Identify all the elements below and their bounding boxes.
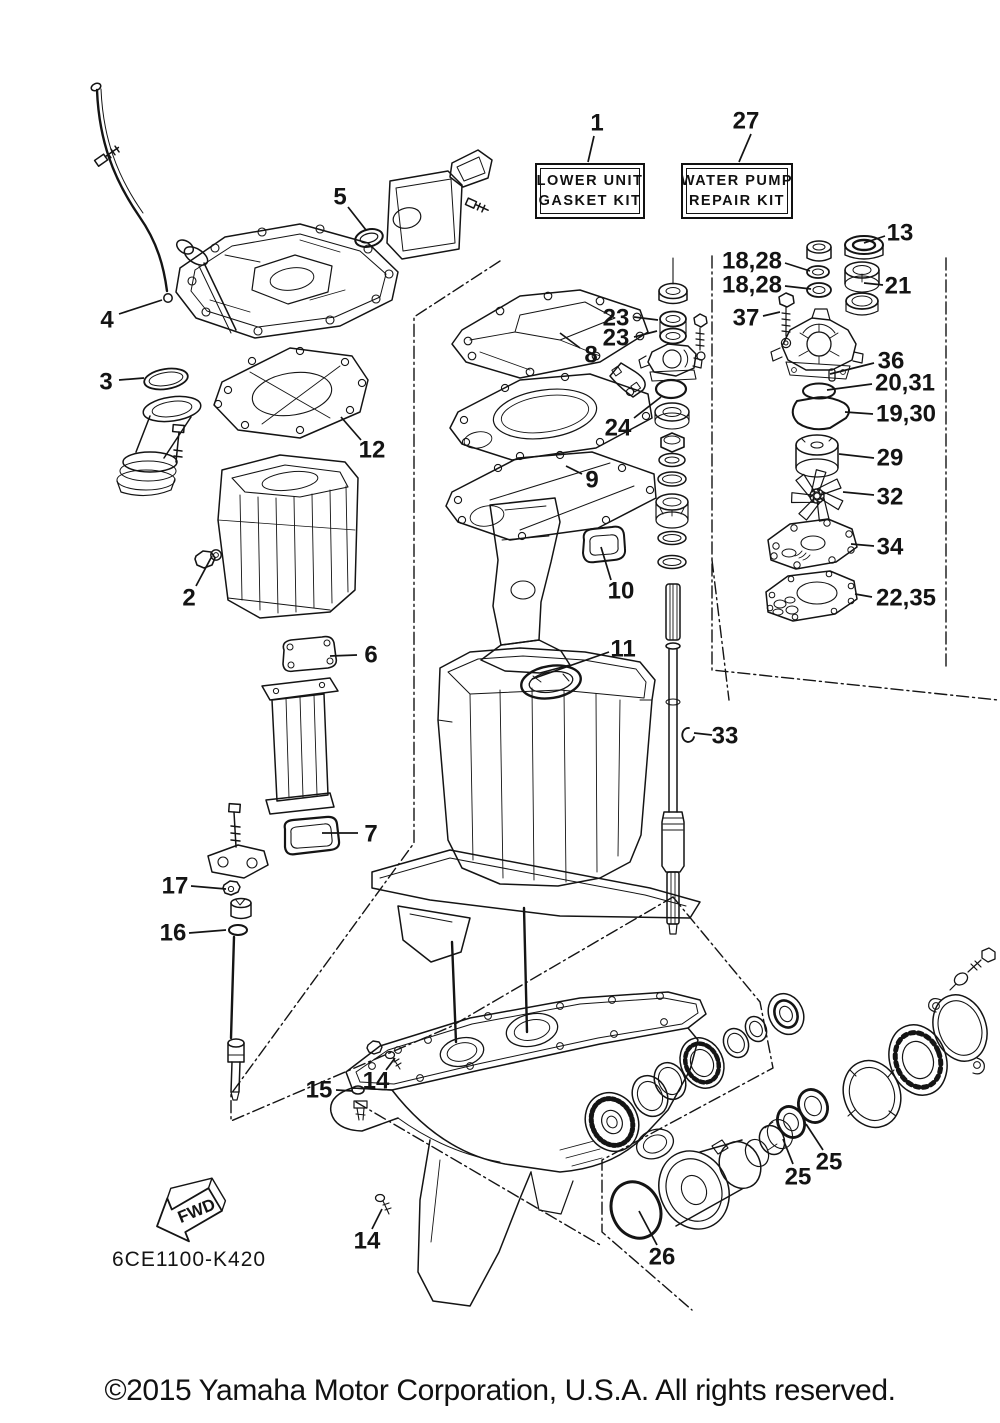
callout-label: 14	[353, 1227, 381, 1255]
callout-label: 34	[876, 533, 904, 561]
gasket-22-35	[766, 571, 857, 621]
kit-box-line: GASKET KIT	[538, 192, 642, 209]
callout-label: 4	[100, 306, 114, 334]
callout-label: 18,28	[721, 271, 783, 299]
driveshaft	[662, 584, 694, 934]
callout-label: 1	[590, 109, 604, 137]
bearing-sleeve	[656, 494, 688, 528]
o-ring-24	[656, 380, 686, 398]
dipstick-bolt	[95, 145, 121, 166]
ground-strap	[610, 363, 645, 397]
diagram-code: 6CE1100-K420	[112, 1248, 267, 1271]
kit-box-line: WATER PUMP	[680, 173, 794, 190]
callout-leader	[634, 331, 657, 337]
drain-plug-2	[195, 550, 221, 568]
gasket-19-30	[793, 397, 849, 429]
callout-label: 19,30	[875, 400, 937, 428]
callout-label: 9	[585, 466, 599, 494]
o-ring-26	[602, 1174, 670, 1247]
callout-leader	[839, 454, 874, 458]
callout-label: 23	[602, 324, 630, 352]
bolt-14-lower	[376, 1195, 392, 1215]
o-ring-16	[229, 925, 247, 935]
bushing-21	[846, 293, 878, 315]
callout-label: 6	[364, 641, 378, 669]
callout-leader	[855, 594, 872, 597]
shift-bracket	[208, 845, 268, 878]
dipstick-and-tube	[90, 82, 236, 333]
fwd-arrow-icon	[146, 1171, 235, 1250]
seal-25-a	[772, 1102, 809, 1142]
exhaust-pipe	[262, 678, 338, 814]
collar	[845, 262, 879, 292]
callout-label: 36	[877, 347, 905, 375]
callout-label: 18,28	[721, 247, 783, 275]
clip-33	[682, 728, 694, 742]
callout-label: 26	[648, 1243, 676, 1271]
callout-label: 33	[711, 722, 739, 750]
callout-leader	[851, 544, 874, 546]
thrust-bearing	[762, 988, 811, 1040]
callout-label: 7	[364, 820, 378, 848]
callout-label: 16	[159, 919, 187, 947]
callout-label: 11	[610, 635, 636, 663]
seal-5	[353, 226, 384, 249]
cap	[659, 284, 687, 304]
callout-label: 21	[884, 272, 912, 300]
shift-rod-joint	[228, 1039, 244, 1100]
callout-leader	[588, 136, 594, 162]
seal-23a	[660, 312, 686, 327]
callout-label: 37	[732, 304, 760, 332]
oil-seal-18-28-b	[807, 283, 831, 297]
bolt-37	[779, 293, 794, 348]
muffler-screw	[465, 198, 489, 214]
o-ring-20-31	[803, 384, 835, 399]
pinion-nut	[661, 433, 684, 452]
impeller-32	[788, 467, 845, 524]
callout-leader	[739, 134, 751, 162]
callout-leader	[560, 333, 580, 348]
callout-label: 13	[886, 219, 914, 247]
kit-box-line: REPAIR KIT	[688, 192, 786, 209]
callout-label: 5	[333, 183, 347, 211]
callout-leader	[336, 1090, 353, 1091]
cover-bolt	[950, 948, 995, 990]
callout-leader	[806, 1124, 823, 1150]
shim-3	[658, 556, 686, 569]
callout-label: 29	[876, 444, 904, 472]
bearing-carrier	[646, 1135, 773, 1241]
callout-leader	[566, 466, 582, 474]
callout-label: 10	[607, 577, 635, 605]
callout-label: 12	[358, 436, 386, 464]
anti-cavitation-plate	[372, 850, 700, 918]
callout-label: 14	[362, 1067, 390, 1095]
callout-label: 23	[602, 304, 630, 332]
callout-leader	[843, 492, 874, 495]
callout-label: 32	[876, 483, 904, 511]
outer-plate-34	[768, 519, 857, 569]
shift-rod	[231, 937, 234, 1038]
callout-label: 24	[604, 414, 632, 442]
prop-shaft-parts	[576, 988, 811, 1160]
callout-leader	[601, 547, 611, 580]
oil-strainer	[117, 393, 202, 495]
casing-skeg	[398, 906, 470, 962]
callout-leader	[763, 312, 780, 316]
exhaust-guide-plate	[176, 224, 398, 338]
water-intake	[560, 1141, 602, 1166]
oil-seal-18-28-a	[807, 266, 829, 278]
seal-7	[285, 817, 339, 854]
muffler-assembly	[353, 150, 492, 259]
callout-leader	[372, 1209, 382, 1229]
callout-label: 3	[99, 368, 113, 396]
callout-leader	[348, 207, 366, 230]
muffler-cap	[450, 150, 492, 187]
callout-leader	[639, 1211, 657, 1245]
water-pump-kit-parts	[766, 236, 883, 621]
callout-label: 27	[732, 107, 760, 135]
callout-label: 25	[784, 1163, 812, 1191]
callout-label: 20,31	[874, 369, 936, 397]
copyright-notice: ©2015 Yamaha Motor Corporation, U.S.A. All rights reserved.	[104, 1374, 896, 1407]
callout-leader	[189, 930, 226, 933]
callout-label: 8	[584, 341, 598, 369]
gasket-12	[214, 347, 368, 438]
insert-cartridge-29	[796, 435, 838, 477]
callout-label: 17	[161, 872, 189, 900]
callout-leader	[694, 733, 712, 735]
callout-leader	[196, 556, 212, 586]
gasket-3	[143, 366, 190, 393]
seal-11	[519, 662, 583, 703]
kit-box-line: LOWER UNIT	[536, 173, 644, 190]
dowel-pin-36	[829, 369, 835, 381]
shim-ring	[658, 472, 686, 486]
callout-label: 25	[815, 1148, 843, 1176]
oil-seal-housing	[639, 344, 702, 381]
grommet-4	[164, 294, 172, 302]
upper-casing	[372, 498, 700, 962]
callout-label: 2	[182, 584, 196, 612]
fwd-label: FWD	[174, 1194, 218, 1227]
callout-leader	[634, 317, 658, 320]
cover-plate	[924, 987, 996, 1074]
spacer-cup	[807, 241, 831, 261]
callout-leader	[864, 283, 883, 285]
nut-17	[223, 881, 240, 895]
bracket-bolt	[229, 804, 241, 847]
washer	[659, 454, 685, 467]
callout-leader	[191, 886, 226, 889]
callout-leader	[119, 378, 144, 380]
seal-25-b	[793, 1085, 833, 1128]
callout-leader	[330, 655, 357, 656]
callout-leader	[119, 300, 162, 314]
callout-label: 22,35	[875, 584, 937, 612]
water-pump-repair-kit-box	[681, 163, 793, 219]
callout-label: 15	[305, 1076, 333, 1104]
lower-unit-gasket-kit-box	[535, 163, 645, 219]
seal-carrier	[655, 403, 689, 429]
ring-nut	[879, 1017, 956, 1104]
oil-pan	[218, 455, 358, 618]
gasket-6	[283, 637, 336, 672]
stud-front	[452, 942, 456, 1042]
callout-leader	[785, 263, 810, 271]
shim-2	[658, 532, 686, 545]
gasket-9-lower	[446, 451, 656, 540]
shift-bushing	[231, 899, 251, 919]
